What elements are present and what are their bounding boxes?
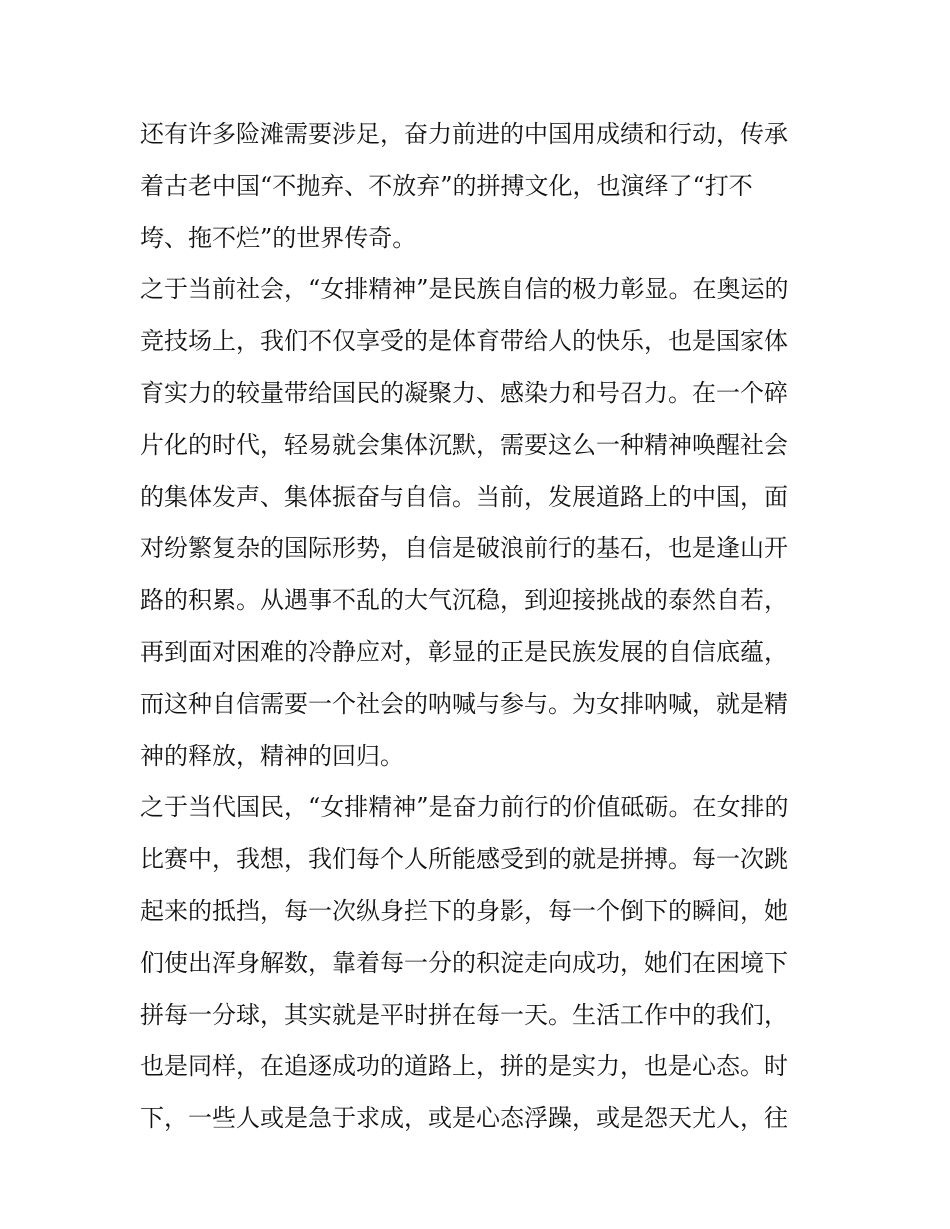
- text-line: 对纷繁复杂的国际形势，自信是破浪前行的基石，也是逢山开: [140, 534, 788, 563]
- text-line: 之于当代国民，“女排精神”是奋力前行的价值砥砺。在女排的: [140, 793, 789, 822]
- text-line: 神的释放，精神的回归。: [140, 741, 404, 770]
- text-line: 而这种自信需要一个社会的呐喊与参与。为女排呐喊，就是精: [140, 689, 788, 718]
- text-line: 再到面对困难的冷静应对，彰显的正是民族发展的自信底蕴，: [140, 637, 788, 666]
- text-line: 竞技场上，我们不仅享受的是体育带给人的快乐，也是国家体: [140, 327, 788, 356]
- text-line: 育实力的较量带给国民的凝聚力、感染力和号召力。在一个碎: [140, 378, 788, 407]
- text-line: 下，一些人或是急于求成，或是心态浮躁，或是怨天尤人，往: [140, 1104, 788, 1133]
- text-line: 也是同样，在追逐成功的道路上，拼的是实力，也是心态。时: [140, 1052, 788, 1081]
- text-line: 垮、拖不烂”的世界传奇。: [140, 223, 417, 252]
- text-line: 们使出浑身解数，靠着每一分的积淀走向成功，她们在困境下: [140, 948, 788, 977]
- text-line: 比赛中，我想，我们每个人所能感受到的就是拼搏。每一次跳: [140, 845, 788, 874]
- text-line: 着古老中国“不抛弃、不放弃”的拼搏文化，也演绎了“打不: [140, 171, 753, 200]
- text-line: 起来的抵挡，每一次纵身拦下的身影，每一个倒下的瞬间，她: [140, 896, 788, 925]
- text-line: 之于当前社会，“女排精神”是民族自信的极力彰显。在奥运的: [140, 275, 789, 304]
- document-body: [140, 109, 812, 1145]
- text-line: 路的积累。从遇事不乱的大气沉稳，到迎接挑战的泰然自若，: [140, 586, 788, 615]
- text-line: 拼每一分球，其实就是平时拼在每一天。生活工作中的我们，: [140, 1000, 788, 1029]
- text-line: 的集体发声、集体振奋与自信。当前，发展道路上的中国，面: [140, 482, 788, 511]
- text-line: 片化的时代，轻易就会集体沉默，需要这么一种精神唤醒社会: [140, 430, 788, 459]
- text-line: 还有许多险滩需要涉足，奋力前进的中国用成绩和行动，传承: [140, 120, 788, 148]
